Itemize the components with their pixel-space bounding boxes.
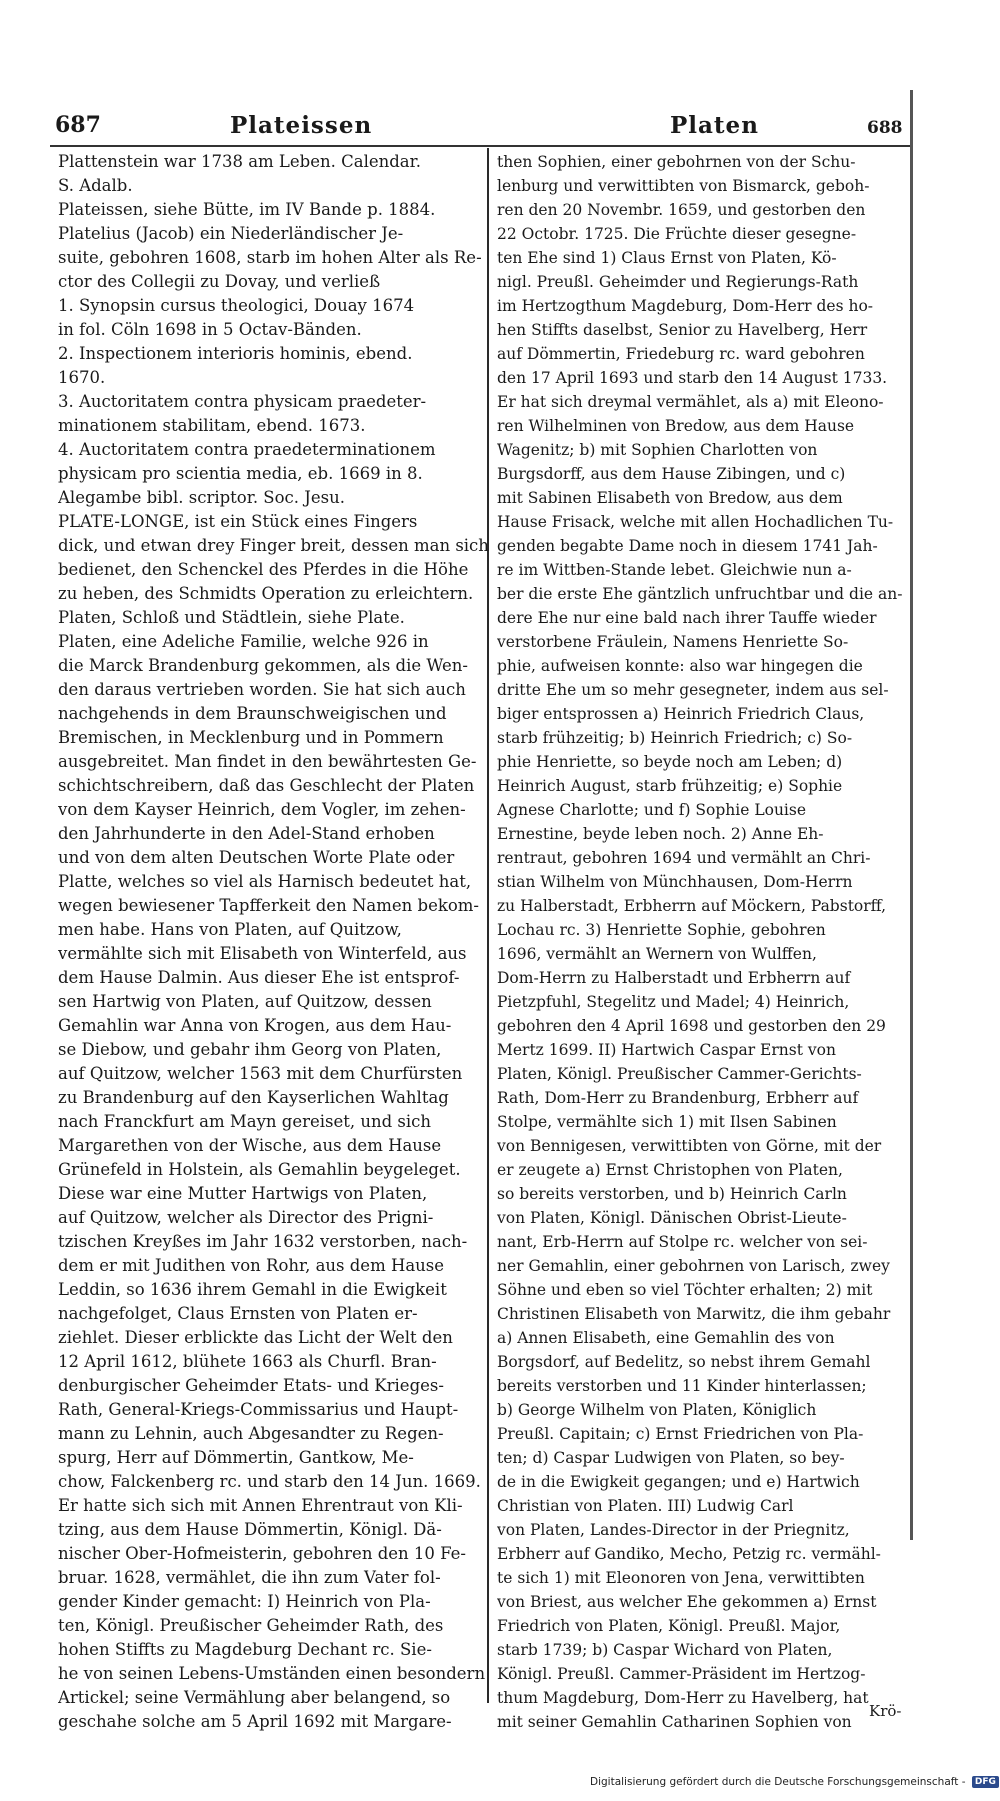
text-line: Er hat sich dreymal vermählet, als a) mit Eleono- <box>497 393 884 411</box>
text-line: nigl. Preußl. Geheimder und Regierungs-Rath <box>497 273 859 291</box>
text-line: Mertz 1699. II) Hartwich Caspar Ernst von <box>497 1041 836 1059</box>
text-line: Stolpe, vermählte sich 1) mit Ilsen Sabinen <box>497 1113 837 1131</box>
text-line: auf Dömmertin, Friedeburg rc. ward gebohren <box>497 345 865 363</box>
text-line: nant, Erb-Herrn auf Stolpe rc. welcher von sei- <box>497 1233 868 1251</box>
text-line: schichtschreibern, daß das Geschlecht der Platen <box>58 776 475 795</box>
text-line: ten; d) Caspar Ludwigen von Platen, so bey- <box>497 1449 845 1467</box>
text-line: genden begabte Dame noch in diesem 1741 Jah- <box>497 537 878 555</box>
text-line: den daraus vertrieben worden. Sie hat sich auch <box>58 680 466 699</box>
text-line: a) Annen Elisabeth, eine Gemahlin des von <box>497 1329 835 1347</box>
text-line: ren Wilhelminen von Bredow, aus dem Hause <box>497 417 855 435</box>
text-line: Alegambe bibl. scriptor. Soc. Jesu. <box>58 488 345 507</box>
text-line: dritte Ehe um so mehr gesegneter, indem aus sel- <box>497 681 889 699</box>
catchword: Krö- <box>869 1702 902 1720</box>
text-line: ctor des Collegii zu Dovay, und verließ <box>58 272 381 291</box>
text-line: thum Magdeburg, Dom-Herr zu Havelberg, hat <box>497 1689 869 1707</box>
text-line: chow, Falckenberg rc. und starb den 14 Jun. 1669. <box>58 1472 481 1491</box>
text-line: von Bennigesen, verwittibten von Görne, mit der <box>497 1137 882 1155</box>
text-line: mit Sabinen Elisabeth von Bredow, aus dem <box>497 489 843 507</box>
text-line: physicam pro scientia media, eb. 1669 in 8. <box>58 464 423 483</box>
text-line: he von seinen Lebens-Umständen einen besondern <box>58 1664 486 1683</box>
text-line: Platelius (Jacob) ein Niederländischer Je- <box>58 224 404 243</box>
text-line: 2. Inspectionem interioris hominis, ebend. <box>58 344 413 363</box>
text-line: ren den 20 Novembr. 1659, und gestorben den <box>497 201 866 219</box>
text-line: starb 1739; b) Caspar Wichard von Platen, <box>497 1641 833 1659</box>
text-line: vermählte sich mit Elisabeth von Winterfeld, aus <box>58 944 467 963</box>
text-line: bedienet, den Schenckel des Pferdes in die Höhe <box>58 560 469 579</box>
right-page-number: 688 <box>867 118 903 138</box>
text-line: Artickel; seine Vermählung aber belangend, so <box>58 1688 451 1707</box>
text-line: zu heben, des Schmidts Operation zu erleichtern. <box>58 584 474 603</box>
text-line: Heinrich August, starb frühzeitig; e) Sophie <box>497 777 843 795</box>
text-line: Grünefeld in Holstein, als Gemahlin beygeleget. <box>58 1160 461 1179</box>
text-line: den Jahrhunderte in den Adel-Stand erhoben <box>58 824 435 843</box>
text-line: auf Quitzow, welcher 1563 mit dem Churfürsten <box>58 1064 463 1083</box>
text-line: von Platen, Landes-Director in der Priegnitz, <box>497 1521 850 1539</box>
text-line: Margarethen von der Wische, aus dem Hause <box>58 1136 442 1155</box>
text-line: ner Gemahlin, einer gebohrnen von Larisch, zwey <box>497 1257 890 1275</box>
text-line: Agnese Charlotte; und f) Sophie Louise <box>497 801 807 819</box>
text-line: nachgehends in dem Braunschweigischen und <box>58 704 447 723</box>
text-line: Rath, Dom-Herr zu Brandenburg, Erbherr auf <box>497 1089 859 1107</box>
text-line: Leddin, so 1636 ihrem Gemahl in die Ewigkeit <box>58 1280 447 1299</box>
text-line: in fol. Cöln 1698 in 5 Octav-Bänden. <box>58 320 362 339</box>
text-line: so bereits verstorben, und b) Heinrich Carln <box>497 1185 847 1203</box>
text-line: auf Quitzow, welcher als Director des Prigni- <box>58 1208 434 1227</box>
text-line: von Platen, Königl. Dänischen Obrist-Lieute- <box>497 1209 847 1227</box>
text-line: then Sophien, einer gebohrnen von der Schu- <box>497 153 856 171</box>
text-line: Lochau rc. 3) Henriette Sophie, gebohren <box>497 921 826 939</box>
text-line: die Marck Brandenburg gekommen, als die Wen- <box>58 656 468 675</box>
text-line: re im Wittben-Stande lebet. Gleichwie nun a- <box>497 561 852 579</box>
text-line: 1670. <box>58 368 106 387</box>
text-line: dem er mit Judithen von Rohr, aus dem Hause <box>58 1256 445 1275</box>
text-line: ten, Königl. Preußischer Geheimder Rath, des <box>58 1616 444 1635</box>
text-line: Christian von Platen. III) Ludwig Carl <box>497 1497 794 1515</box>
text-line: wegen bewiesener Tapfferkeit den Namen bekom- <box>58 896 479 915</box>
text-line: und von dem alten Deutschen Worte Plate oder <box>58 848 455 867</box>
text-line: dick, und etwan drey Finger breit, dessen man sich <box>58 536 489 555</box>
text-line: tzischen Kreyßes im Jahr 1632 verstorben, nach- <box>58 1232 468 1251</box>
text-line: Er hatte sich sich mit Annen Ehrentraut von Kli- <box>58 1496 463 1515</box>
text-line: sen Hartwig von Platen, auf Quitzow, dessen <box>58 992 432 1011</box>
right-text-column <box>497 150 905 1734</box>
text-line: Platen, Schloß und Städtlein, siehe Plate. <box>58 608 405 627</box>
text-line: Ernestine, beyde leben noch. 2) Anne Eh- <box>497 825 824 843</box>
text-line: gender Kinder gemacht: I) Heinrich von Pla- <box>58 1592 431 1611</box>
text-line: lenburg und verwittibten von Bismarck, geboh- <box>497 177 870 195</box>
text-line: geschahe solche am 5 April 1692 mit Margare- <box>58 1712 452 1731</box>
text-line: von dem Kayser Heinrich, dem Vogler, im zehen- <box>58 800 466 819</box>
text-line: Platen, Königl. Preußischer Cammer-Gerichts- <box>497 1065 862 1083</box>
text-line: zu Brandenburg auf den Kayserlichen Wahltag <box>58 1088 449 1107</box>
text-line: Burgsdorff, aus dem Hause Zibingen, und c) <box>497 465 846 483</box>
text-line: Friedrich von Platen, Königl. Preußl. Major, <box>497 1617 841 1635</box>
text-line: im Hertzogthum Magdeburg, Dom-Herr des ho- <box>497 297 874 315</box>
text-line: 4. Auctoritatem contra praedeterminationem <box>58 440 436 459</box>
text-line: phie Henriette, so beyde noch am Leben; d) <box>497 753 843 771</box>
text-line: 12 April 1612, blühete 1663 als Churfl. Bran- <box>58 1352 437 1371</box>
left-text-column <box>58 150 490 1734</box>
text-line: Erbherr auf Gandiko, Mecho, Petzig rc. vermähl- <box>497 1545 881 1563</box>
text-line: minationem stabilitam, ebend. 1673. <box>58 416 366 435</box>
text-line: bereits verstorben und 11 Kinder hinterlassen; <box>497 1377 867 1395</box>
text-line: phie, aufweisen konnte: also war hingegen die <box>497 657 863 675</box>
text-line: den 17 April 1693 und starb den 14 August 1733. <box>497 369 888 387</box>
text-line: bruar. 1628, vermählet, die ihn zum Vater fol- <box>58 1568 441 1587</box>
text-line: verstorbene Fräulein, Namens Henriette So- <box>497 633 849 651</box>
text-line: ziehlet. Dieser erblickte das Licht der Welt den <box>58 1328 453 1347</box>
left-running-head: Plateissen <box>230 112 373 139</box>
text-line: zu Halberstadt, Erbherrn auf Möckern, Pabstorff, <box>497 897 887 915</box>
text-line: men habe. Hans von Platen, auf Quitzow, <box>58 920 402 939</box>
text-line: 1. Synopsin cursus theologici, Douay 1674 <box>58 296 415 315</box>
text-line: Wagenitz; b) mit Sophien Charlotten von <box>497 441 818 459</box>
text-line: rentraut, gebohren 1694 und vermählt an Chri- <box>497 849 871 867</box>
text-line: ausgebreitet. Man findet in den bewährtesten Ge- <box>58 752 477 771</box>
text-line: dem Hause Dalmin. Aus dieser Ehe ist entsprof- <box>58 968 460 987</box>
text-line: hohen Stiffts zu Magdeburg Dechant rc. Sie- <box>58 1640 432 1659</box>
text-line: Gemahlin war Anna von Krogen, aus dem Hau- <box>58 1016 452 1035</box>
text-line: mann zu Lehnin, auch Abgesandter zu Regen- <box>58 1424 444 1443</box>
text-line: PLATE-LONGE, ist ein Stück eines Fingers <box>58 512 418 531</box>
text-line: Pietzpfuhl, Stegelitz und Madel; 4) Heinrich, <box>497 993 850 1011</box>
text-line: nachgefolget, Claus Ernsten von Platen er- <box>58 1304 418 1323</box>
right-running-head: Platen <box>670 112 759 139</box>
text-line: Söhne und eben so viel Töchter erhalten; 2) mit <box>497 1281 873 1299</box>
text-line: te sich 1) mit Eleonoren von Jena, verwittibten <box>497 1569 865 1587</box>
text-line: Platte, welches so viel als Harnisch bedeutet hat, <box>58 872 472 891</box>
text-line: ten Ehe sind 1) Claus Ernst von Platen, Kö- <box>497 249 837 267</box>
text-line: Dom-Herrn zu Halberstadt und Erbherrn auf <box>497 969 851 987</box>
digitization-footer <box>590 1776 996 1796</box>
text-line: starb frühzeitig; b) Heinrich Friedrich; c) So- <box>497 729 853 747</box>
text-line: Rath, General-Kriegs-Commissarius und Haupt- <box>58 1400 459 1419</box>
text-line: se Diebow, und gebahr ihm Georg von Platen, <box>58 1040 442 1059</box>
text-line: biger entsprossen a) Heinrich Friedrich Claus, <box>497 705 865 723</box>
header-rule <box>50 145 910 147</box>
text-line: Diese war eine Mutter Hartwigs von Platen, <box>58 1184 428 1203</box>
text-line: Christinen Elisabeth von Marwitz, die ihm gebahr <box>497 1305 891 1323</box>
text-line: tzing, aus dem Hause Dömmertin, Königl. Dä- <box>58 1520 442 1539</box>
dfg-logo: DFG <box>972 1776 999 1788</box>
text-line: nischer Ober-Hofmeisterin, gebohren den 10 Fe- <box>58 1544 467 1563</box>
text-line: Plattenstein war 1738 am Leben. Calendar. <box>58 152 421 171</box>
left-page-number: 687 <box>55 112 101 138</box>
text-line: von Briest, aus welcher Ehe gekommen a) Ernst <box>497 1593 877 1611</box>
page-edge-shadow <box>910 90 913 1540</box>
text-line: hen Stiffts daselbst, Senior zu Havelberg, Herr <box>497 321 868 339</box>
text-line: ber die erste Ehe gäntzlich unfruchtbar und die an- <box>497 585 903 603</box>
text-line: 22 Octobr. 1725. Die Früchte dieser gesegne- <box>497 225 857 243</box>
text-line: S. Adalb. <box>58 176 133 195</box>
text-line: b) George Wilhelm von Platen, Königlich <box>497 1401 817 1419</box>
text-line: gebohren den 4 April 1698 und gestorben den 29 <box>497 1017 886 1035</box>
text-line: 3. Auctoritatem contra physicam praedeter- <box>58 392 427 411</box>
footer-text: Digitalisierung gefördert durch die Deutsche Forschungsgemeinschaft - <box>590 1776 966 1788</box>
text-line: stian Wilhelm von Münchhausen, Dom-Herrn <box>497 873 853 891</box>
text-line: Bremischen, in Mecklenburg und in Pommern <box>58 728 444 747</box>
text-line: Preußl. Capitain; c) Ernst Friedrichen von Pla- <box>497 1425 864 1443</box>
text-line: spurg, Herr auf Dömmertin, Gantkow, Me- <box>58 1448 414 1467</box>
text-line: de in die Ewigkeit gegangen; und e) Hartwich <box>497 1473 860 1491</box>
text-line: Königl. Preußl. Cammer-Präsident im Hertzog- <box>497 1665 866 1683</box>
text-line: Platen, eine Adeliche Familie, welche 926 in <box>58 632 429 651</box>
text-line: denburgischer Geheimder Etats- und Krieges- <box>58 1376 444 1395</box>
text-line: dere Ehe nur eine bald nach ihrer Tauffe wieder <box>497 609 877 627</box>
text-line: Hause Frisack, welche mit allen Hochadlichen Tu- <box>497 513 894 531</box>
text-line: 1696, vermählt an Wernern von Wulffen, <box>497 945 817 963</box>
text-line: Plateissen, siehe Bütte, im IV Bande p. 1884. <box>58 200 436 219</box>
text-line: mit seiner Gemahlin Catharinen Sophien von <box>497 1713 852 1731</box>
text-line: suite, gebohren 1608, starb im hohen Alter als Re- <box>58 248 482 267</box>
text-line: er zeugete a) Ernst Christophen von Platen, <box>497 1161 843 1179</box>
text-line: nach Franckfurt am Mayn gereiset, und sich <box>58 1112 432 1131</box>
text-line: Borgsdorf, auf Bedelitz, so nebst ihrem Gemahl <box>497 1353 871 1371</box>
